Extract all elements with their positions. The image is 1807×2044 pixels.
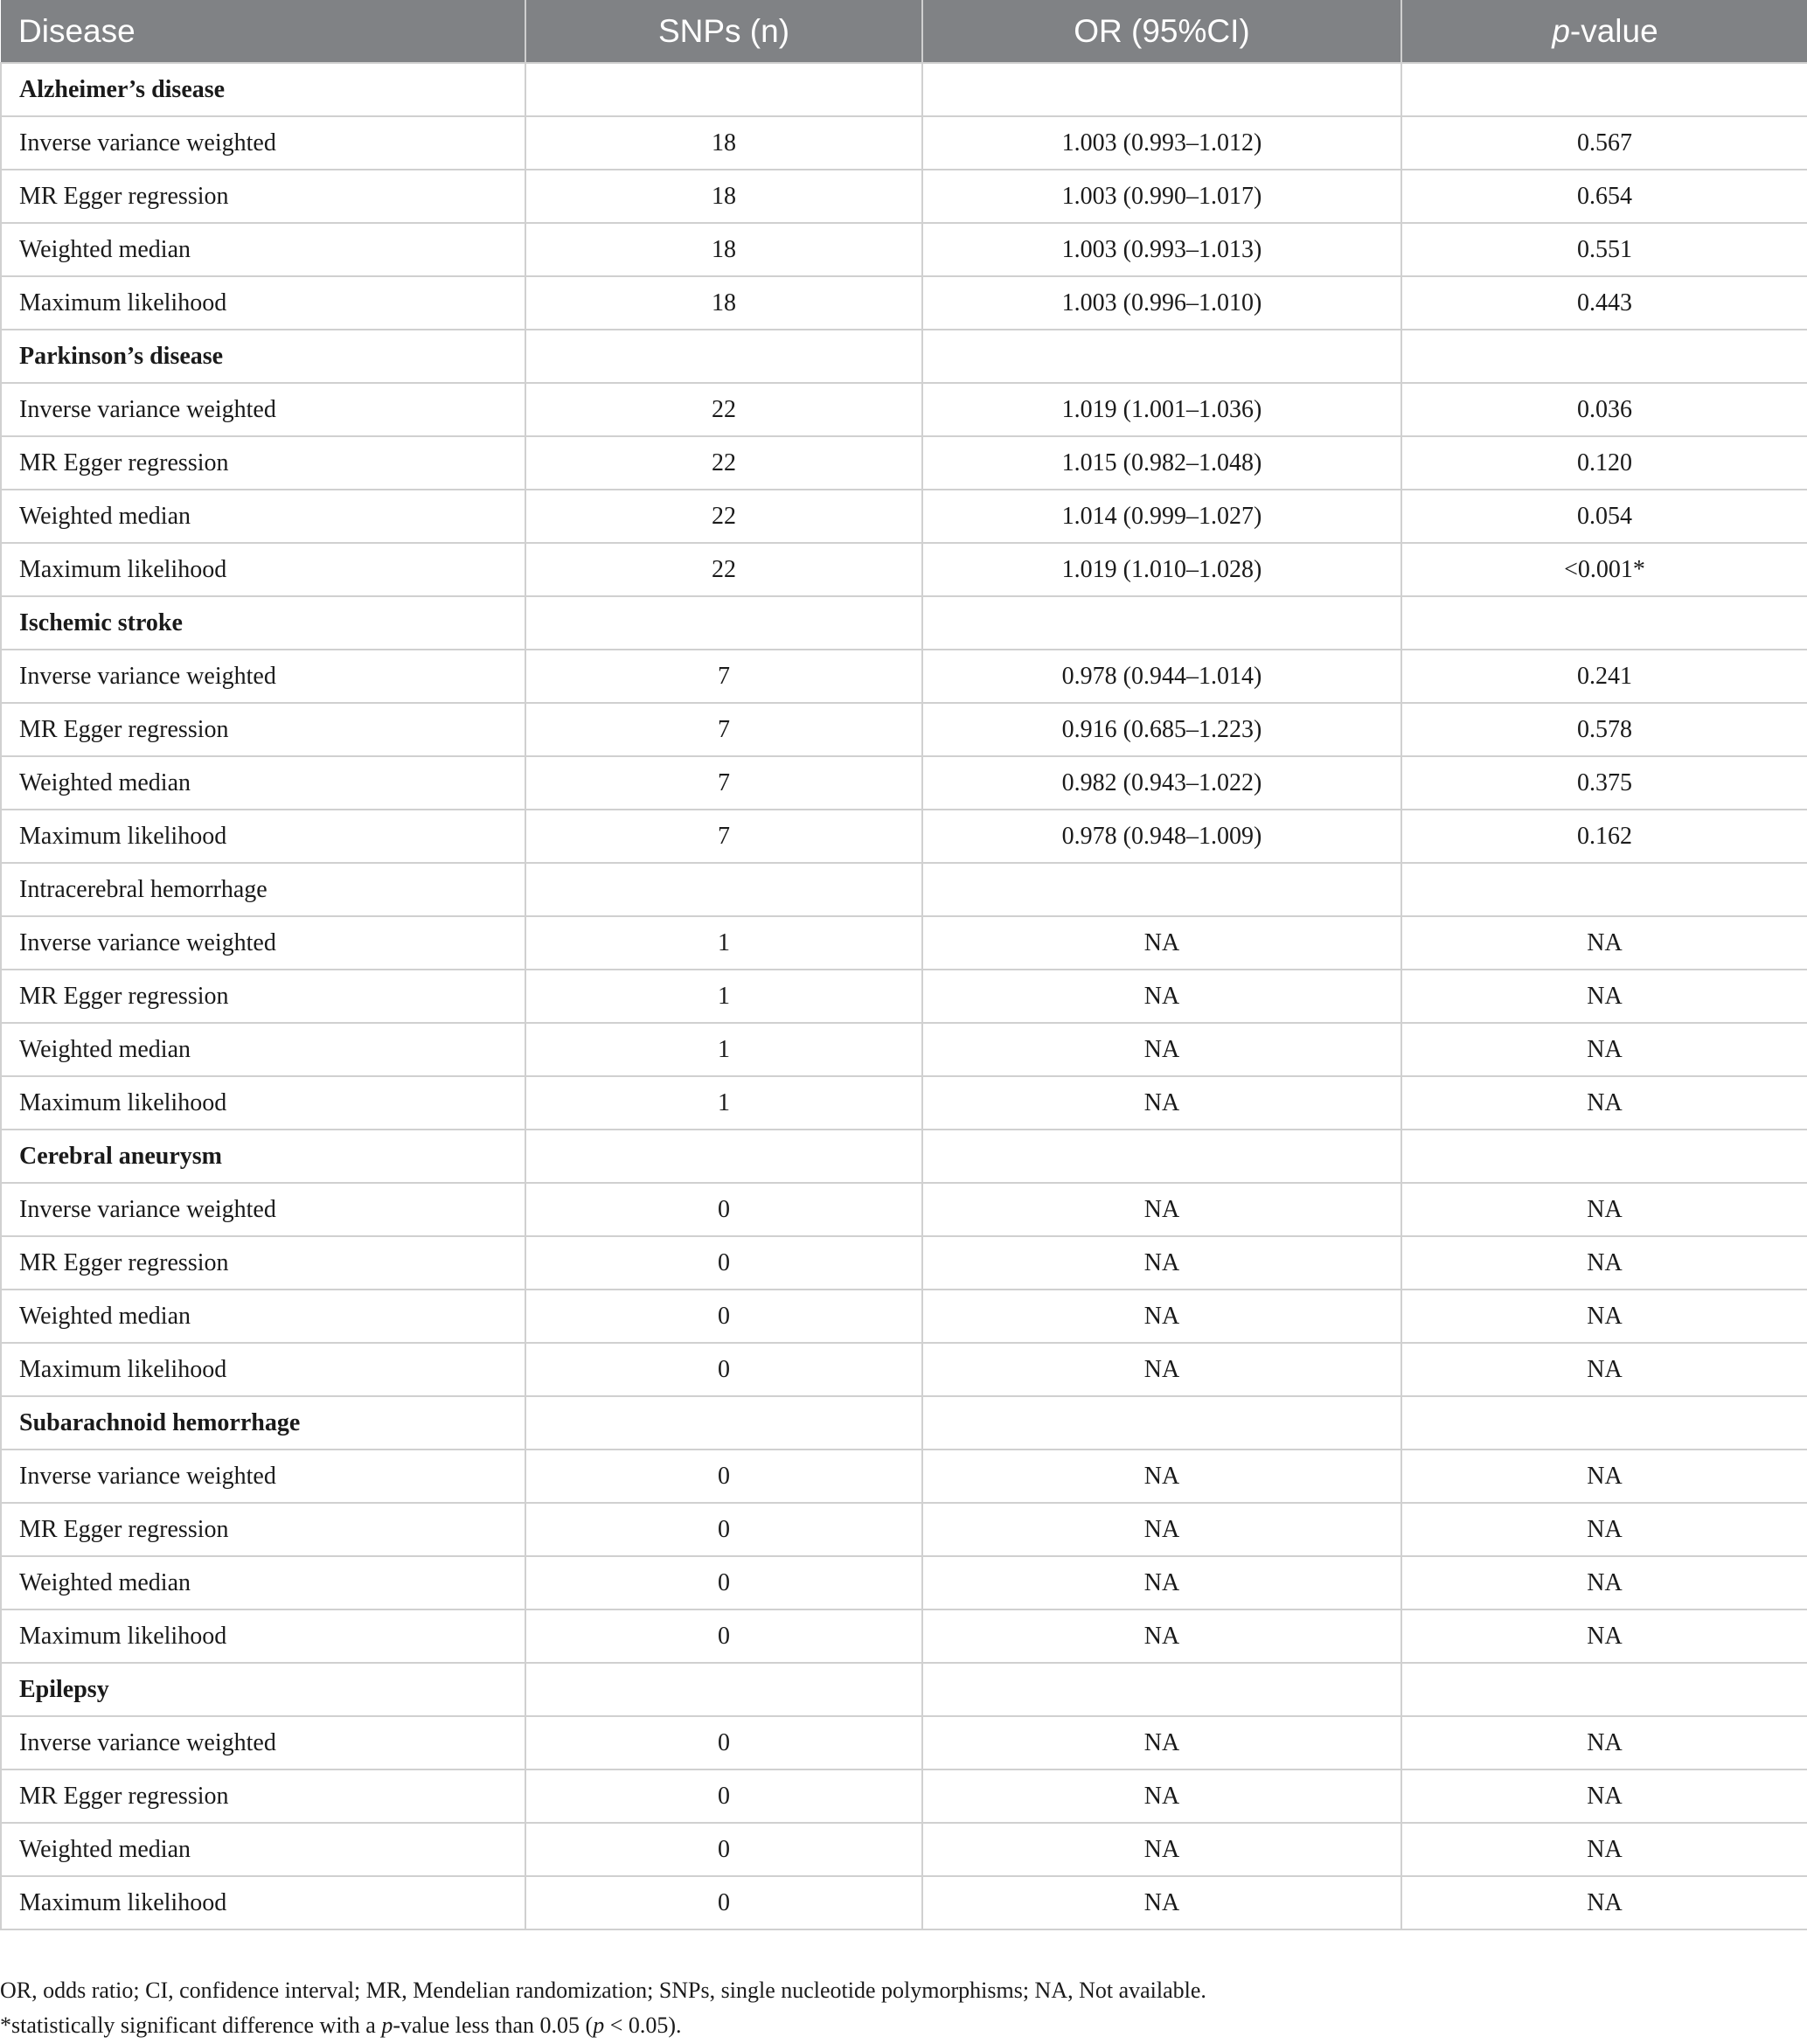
table-row [1, 1876, 1807, 1929]
table-row [1, 276, 1807, 330]
table-row [1, 1343, 1807, 1396]
group-row [1, 1663, 1807, 1716]
or-cell: NA [922, 1183, 1401, 1236]
p-value-cell: NA [1401, 1716, 1807, 1769]
header-p-rest: -value [1569, 12, 1658, 49]
method-cell: Maximum likelihood [1, 810, 525, 863]
p-value-cell: NA [1401, 1609, 1807, 1663]
method-cell: MR Egger regression [1, 170, 525, 223]
table-row [1, 756, 1807, 810]
snps-cell: 22 [525, 436, 922, 490]
or-cell: 1.014 (0.999–1.027) [922, 490, 1401, 543]
snps-cell: 7 [525, 703, 922, 756]
or-cell: NA [922, 1343, 1401, 1396]
or-cell: 1.019 (1.010–1.028) [922, 543, 1401, 596]
or-cell: 1.003 (0.990–1.017) [922, 170, 1401, 223]
or-cell: NA [922, 916, 1401, 970]
group-row [1, 1396, 1807, 1450]
or-cell: NA [922, 1716, 1401, 1769]
snps-cell: 0 [525, 1876, 922, 1929]
or-cell: NA [922, 1076, 1401, 1130]
table-row [1, 1823, 1807, 1876]
header-disease: Disease [1, 0, 525, 63]
method-cell: Maximum likelihood [1, 1343, 525, 1396]
p-value-cell: NA [1401, 1290, 1807, 1343]
snps-cell: 0 [525, 1769, 922, 1823]
or-cell: 1.003 (0.993–1.012) [922, 116, 1401, 170]
p-value-cell: NA [1401, 1023, 1807, 1076]
disease-group-name: Epilepsy [1, 1663, 525, 1716]
method-cell: Weighted median [1, 1823, 525, 1876]
p-value-cell: 0.578 [1401, 703, 1807, 756]
empty-cell [922, 1396, 1401, 1450]
disease-group-name: Intracerebral hemorrhage [1, 863, 525, 916]
or-cell: NA [922, 1769, 1401, 1823]
method-cell: Inverse variance weighted [1, 116, 525, 170]
table-row [1, 916, 1807, 970]
table-header [1, 0, 1807, 63]
empty-cell [922, 596, 1401, 650]
method-cell: MR Egger regression [1, 436, 525, 490]
group-row [1, 1130, 1807, 1183]
p-value-cell: NA [1401, 1823, 1807, 1876]
p-value-cell: 0.551 [1401, 223, 1807, 276]
or-cell: 1.003 (0.993–1.013) [922, 223, 1401, 276]
disease-group-name: Ischemic stroke [1, 596, 525, 650]
method-cell: MR Egger regression [1, 1769, 525, 1823]
p-value-cell: NA [1401, 1343, 1807, 1396]
table-row [1, 1503, 1807, 1556]
table-row [1, 970, 1807, 1023]
p-value-cell: 0.054 [1401, 490, 1807, 543]
method-cell: Maximum likelihood [1, 543, 525, 596]
method-cell: Weighted median [1, 1023, 525, 1076]
p-value-cell: NA [1401, 1183, 1807, 1236]
p-value-cell: NA [1401, 1450, 1807, 1503]
method-cell: Weighted median [1, 223, 525, 276]
or-cell: NA [922, 1823, 1401, 1876]
empty-cell [1401, 1396, 1807, 1450]
or-cell: NA [922, 970, 1401, 1023]
empty-cell [1401, 330, 1807, 383]
snps-cell: 0 [525, 1236, 922, 1290]
table-row [1, 223, 1807, 276]
method-cell: Maximum likelihood [1, 1876, 525, 1929]
disease-group-name: Subarachnoid hemorrhage [1, 1396, 525, 1450]
snps-cell: 1 [525, 1023, 922, 1076]
snps-cell: 18 [525, 223, 922, 276]
snps-cell: 22 [525, 490, 922, 543]
method-cell: Inverse variance weighted [1, 1183, 525, 1236]
p-value-cell: 0.036 [1401, 383, 1807, 436]
footnote-sig-p1: p [381, 2013, 393, 2038]
empty-cell [922, 330, 1401, 383]
table-row [1, 1023, 1807, 1076]
table-row [1, 1716, 1807, 1769]
method-cell: Weighted median [1, 756, 525, 810]
footnote-sig-a: *statistically significant difference with a [0, 2013, 382, 2038]
snps-cell: 0 [525, 1450, 922, 1503]
table-row [1, 650, 1807, 703]
p-value-cell: NA [1401, 1236, 1807, 1290]
group-row [1, 596, 1807, 650]
table-row [1, 1450, 1807, 1503]
table-row [1, 1609, 1807, 1663]
group-row [1, 63, 1807, 116]
or-cell: 1.003 (0.996–1.010) [922, 276, 1401, 330]
empty-cell [1401, 596, 1807, 650]
p-value-cell: 0.162 [1401, 810, 1807, 863]
or-cell: NA [922, 1503, 1401, 1556]
snps-cell: 0 [525, 1343, 922, 1396]
snps-cell: 0 [525, 1556, 922, 1609]
method-cell: Weighted median [1, 490, 525, 543]
or-cell: 1.019 (1.001–1.036) [922, 383, 1401, 436]
p-value-cell: NA [1401, 1876, 1807, 1929]
method-cell: Weighted median [1, 1290, 525, 1343]
empty-cell [1401, 1130, 1807, 1183]
or-cell: NA [922, 1609, 1401, 1663]
method-cell: Inverse variance weighted [1, 650, 525, 703]
snps-cell: 7 [525, 650, 922, 703]
method-cell: Weighted median [1, 1556, 525, 1609]
snps-cell: 0 [525, 1716, 922, 1769]
p-value-cell: 0.654 [1401, 170, 1807, 223]
method-cell: Inverse variance weighted [1, 383, 525, 436]
empty-cell [525, 596, 922, 650]
p-value-cell: 0.443 [1401, 276, 1807, 330]
header-row [1, 0, 1807, 63]
snps-cell: 18 [525, 276, 922, 330]
disease-group-name: Cerebral aneurysm [1, 1130, 525, 1183]
footnote-significance [0, 2013, 1807, 2039]
p-value-cell: NA [1401, 1769, 1807, 1823]
snps-cell: 22 [525, 543, 922, 596]
header-p-value [1401, 0, 1807, 63]
method-cell: Inverse variance weighted [1, 1716, 525, 1769]
or-cell: NA [922, 1556, 1401, 1609]
method-cell: Inverse variance weighted [1, 1450, 525, 1503]
method-cell: Maximum likelihood [1, 1076, 525, 1130]
group-row [1, 330, 1807, 383]
snps-cell: 18 [525, 170, 922, 223]
or-cell: NA [922, 1236, 1401, 1290]
footnote-sig-p2: p [593, 2013, 605, 2038]
empty-cell [1401, 863, 1807, 916]
empty-cell [1401, 1663, 1807, 1716]
p-value-cell: NA [1401, 970, 1807, 1023]
disease-group-name: Parkinson’s disease [1, 330, 525, 383]
p-value-cell: NA [1401, 1076, 1807, 1130]
table-row [1, 1183, 1807, 1236]
p-value-cell: <0.001* [1401, 543, 1807, 596]
method-cell: Maximum likelihood [1, 1609, 525, 1663]
disease-group-name: Alzheimer’s disease [1, 63, 525, 116]
p-value-cell: 0.120 [1401, 436, 1807, 490]
empty-cell [922, 1130, 1401, 1183]
empty-cell [525, 1130, 922, 1183]
p-value-cell: 0.241 [1401, 650, 1807, 703]
footnote-sig-b: -value less than 0.05 ( [393, 2013, 594, 2038]
table-row [1, 116, 1807, 170]
footnote-abbreviations: OR, odds ratio; CI, confidence interval; MR, Mendelian randomization; SNPs, single nucleotide polymorphisms; NA, Not available. [0, 1978, 1206, 2003]
p-value-cell: NA [1401, 1556, 1807, 1609]
snps-cell: 0 [525, 1503, 922, 1556]
table-row [1, 1556, 1807, 1609]
method-cell: Inverse variance weighted [1, 916, 525, 970]
or-cell: 0.978 (0.944–1.014) [922, 650, 1401, 703]
empty-cell [525, 863, 922, 916]
snps-cell: 0 [525, 1183, 922, 1236]
snps-cell: 18 [525, 116, 922, 170]
or-cell: 0.916 (0.685–1.223) [922, 703, 1401, 756]
table-row [1, 383, 1807, 436]
header-or: OR (95%CI) [922, 0, 1401, 63]
table-row [1, 490, 1807, 543]
method-cell: MR Egger regression [1, 1236, 525, 1290]
footnote-sig-c: < 0.05). [604, 2013, 682, 2038]
table-row [1, 436, 1807, 490]
p-value-cell: 0.567 [1401, 116, 1807, 170]
snps-cell: 22 [525, 383, 922, 436]
snps-cell: 1 [525, 970, 922, 1023]
table-row [1, 810, 1807, 863]
table-body [1, 63, 1807, 1929]
empty-cell [525, 1663, 922, 1716]
snps-cell: 0 [525, 1290, 922, 1343]
or-cell: NA [922, 1450, 1401, 1503]
snps-cell: 0 [525, 1823, 922, 1876]
empty-cell [525, 1396, 922, 1450]
snps-cell: 0 [525, 1609, 922, 1663]
table-row [1, 1236, 1807, 1290]
p-value-cell: 0.375 [1401, 756, 1807, 810]
method-cell: MR Egger regression [1, 703, 525, 756]
empty-cell [525, 63, 922, 116]
empty-cell [1401, 63, 1807, 116]
snps-cell: 1 [525, 916, 922, 970]
p-value-cell: NA [1401, 1503, 1807, 1556]
or-cell: NA [922, 1023, 1401, 1076]
table-row [1, 1076, 1807, 1130]
or-cell: 0.982 (0.943–1.022) [922, 756, 1401, 810]
table-row [1, 703, 1807, 756]
table-row [1, 543, 1807, 596]
or-cell: 0.978 (0.948–1.009) [922, 810, 1401, 863]
method-cell: Maximum likelihood [1, 276, 525, 330]
empty-cell [922, 863, 1401, 916]
empty-cell [525, 330, 922, 383]
header-snps: SNPs (n) [525, 0, 922, 63]
snps-cell: 7 [525, 756, 922, 810]
table-row [1, 1290, 1807, 1343]
group-row [1, 863, 1807, 916]
empty-cell [922, 63, 1401, 116]
header-p-italic: p [1552, 12, 1570, 49]
method-cell: MR Egger regression [1, 1503, 525, 1556]
snps-cell: 1 [525, 1076, 922, 1130]
method-cell: MR Egger regression [1, 970, 525, 1023]
or-cell: NA [922, 1290, 1401, 1343]
p-value-cell: NA [1401, 916, 1807, 970]
table-row [1, 1769, 1807, 1823]
empty-cell [922, 1663, 1401, 1716]
or-cell: NA [922, 1876, 1401, 1929]
or-cell: 1.015 (0.982–1.048) [922, 436, 1401, 490]
table-row [1, 170, 1807, 223]
snps-cell: 7 [525, 810, 922, 863]
